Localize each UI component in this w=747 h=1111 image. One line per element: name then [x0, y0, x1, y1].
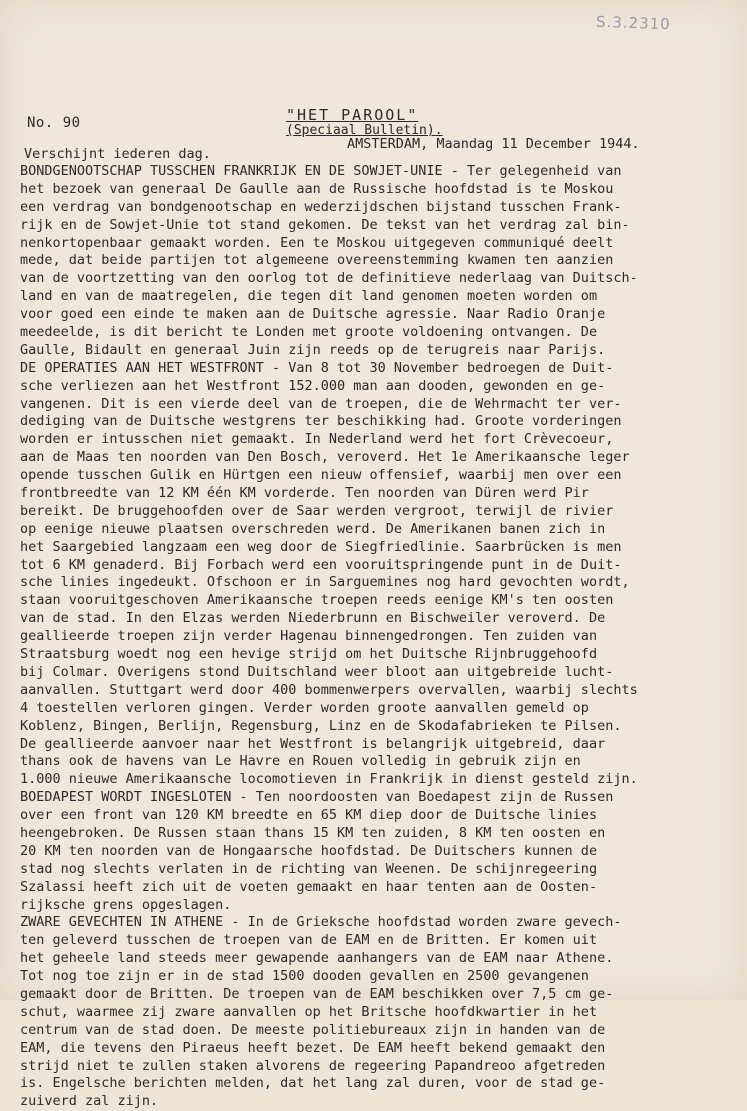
body-line: is. Engelsche berichten melden, dat het lang zal duren, voor de stad ge-: [20, 1075, 606, 1092]
publication-frequency: Verschijnt iederen dag.: [24, 146, 211, 162]
body-line: aanvallen. Stuttgart werd door 400 bommenwerpers overvallen, waarbij slechts: [20, 681, 638, 698]
archive-reference-mark: S.3.2310: [595, 12, 672, 34]
body-line: vangenen. Dit is een vierde deel van de troepen, die de Wehrmacht ter ver-: [20, 395, 622, 412]
body-line: over een front van 120 KM breedte en 65 KM diep door de Duitsche linies: [20, 807, 598, 824]
body-line: De geallieerde aanvoer naar het Westfront is belangrijk uitgebreid, daar: [20, 735, 606, 752]
body-line: ZWARE GEVECHTEN IN ATHENE - In de Grieksche hoofdstad worden zware gevech-: [20, 914, 622, 931]
dateline: AMSTERDAM, Maandag 11 December 1944.: [347, 136, 640, 152]
body-line: het geheele land steeds meer gewapende aanhangers van de EAM naar Athene.: [20, 950, 614, 967]
body-line: meedeelde, is dit bericht te Londen met groote voldoening ontvangen. De: [20, 324, 598, 341]
body-line: geallieerde troepen zijn verder Hagenau binnengedrongen. Ten zuiden van: [20, 628, 598, 645]
body-line: op eenige nieuwe plaatsen overschreden werd. De Amerikanen banen zich in: [20, 520, 606, 537]
body-line: worden er intusschen niet gemaakt. In Nederland werd het fort Crèvecoeur,: [20, 431, 614, 448]
body-line: land en van de maatregelen, die tegen dit land genomen moeten worden om: [20, 288, 598, 305]
body-line: rijk en de Sowjet-Unie tot stand gekomen. De tekst van het verdrag zal bin-: [20, 216, 630, 233]
body-line: sche linies ingedeukt. Ofschoon er in Sarguemines nog hard gevochten wordt,: [20, 574, 630, 591]
body-line: bij Colmar. Overigens stond Duitschland weer bloot aan uitgebreide lucht-: [20, 663, 614, 680]
body-line: staan vooruitgeschoven Amerikaansche troepen reeds eenige KM's ten oosten: [20, 592, 614, 609]
body-line: Straatsburg woedt nog een hevige strijd om het Duitsche Rijnbruggehoofd: [20, 646, 598, 663]
body-line: centrum van de stad doen. De meeste politiebureaux zijn in handen van de: [20, 1021, 606, 1038]
body-line: ten geleverd tusschen de troepen van de EAM en de Britten. Er komen uit: [20, 932, 598, 949]
body-line: van de stad. In den Elzas werden Niederbrunn en Bischweiler veroverd. De: [20, 610, 606, 627]
issue-number: No. 90: [27, 115, 81, 131]
body-line: bereikt. De bruggehoofden over de Saar werden vergroot, terwijl de rivier: [20, 502, 614, 519]
body-line: zuiverd zal zijn.: [20, 1093, 159, 1110]
body-line: BOEDAPEST WORDT INGESLOTEN - Ten noordoosten van Boedapest zijn de Russen: [20, 789, 614, 806]
body-line: van de voortzetting van den oorlog tot de definitieve nederlaag van Duitsch-: [20, 270, 638, 287]
body-line: Szalassi heeft zich uit de voeten gemaakt en haar tenten aan de Oosten-: [20, 878, 598, 895]
body-line: het Saargebied langzaam een weg door de Siegfriedlinie. Saarbrücken is men: [20, 538, 622, 555]
body-line: gemaakt door de Britten. De troepen van de EAM beschikken over 7,5 cm ge-: [20, 985, 614, 1002]
body-line: Koblenz, Bingen, Berlijn, Regensburg, Linz en de Skodafabrieken te Pilsen.: [20, 717, 622, 734]
body-line: 1.000 nieuwe Amerikaansche locomotieven in Frankrijk in dienst gesteld zijn.: [20, 771, 638, 788]
body-line: strijd niet te zullen staken alvorens de regeering Papandreoo afgetreden: [20, 1057, 606, 1074]
body-line: stad nog slechts verlaten in de richting van Weenen. De schijnregeering: [20, 860, 598, 877]
bulletin-body: [20, 163, 740, 1111]
body-line: 4 toestellen verloren gingen. Verder worden groote aanvallen gemeld op: [20, 699, 589, 716]
body-line: aan de Maas ten noorden van Den Bosch, veroverd. Het 1e Amerikaansche leger: [20, 449, 630, 466]
newspaper-subtitle: (Speciaal Bulletin).: [286, 123, 443, 138]
newspaper-title: "HET PAROOL": [286, 106, 419, 124]
body-line: BONDGENOOTSCHAP TUSSCHEN FRANKRIJK EN DE SOWJET-UNIE - Ter gelegenheid van: [20, 163, 622, 179]
body-line: heengebroken. De Russen staan thans 15 KM ten zuiden, 8 KM ten oosten en: [20, 824, 606, 841]
body-line: het bezoek van generaal De Gaulle aan de Russische hoofdstad is te Moskou: [20, 180, 614, 197]
body-line: 20 KM ten noorden van de Hongaarsche hoofdstad. De Duitschers kunnen de: [20, 842, 598, 859]
body-line: mede, dat beide partijen tot algemeene overeenstemming kwamen ten aanzien: [20, 252, 614, 269]
body-line: schut, waarmee zij zware aanvallen op het Britsche hoofdkwartier in het: [20, 1003, 598, 1020]
body-line: opende tusschen Gulik en Hürtgen een nieuw offensief, waarbij men over een: [20, 467, 622, 484]
body-line: thans ook de havens van Le Havre en Rouen volledig in gebruik zijn en: [20, 753, 581, 770]
body-line: dediging van de Duitsche westgrens ter beschikking had. Groote vorderingen: [20, 413, 622, 430]
body-line: een verdrag van bondgenootschap en wederzijdschen bijstand tusschen Frank-: [20, 198, 622, 215]
body-line: sche verliezen aan het Westfront 152.000 man aan dooden, gewonden en ge-: [20, 377, 606, 394]
body-line: DE OPERATIES AAN HET WESTFRONT - Van 8 tot 30 November bedroegen de Duit-: [20, 359, 614, 376]
body-line: EAM, die tevens den Piraeus heeft bezet. De EAM heeft bekend gemaakt den: [20, 1039, 606, 1056]
body-line: Gaulle, Bidault en generaal Juin zijn reeds op de terugreis naar Parijs.: [20, 341, 606, 358]
body-line: frontbreedte van 12 KM één KM vorderde. Ten noorden van Düren werd Pir: [20, 485, 589, 502]
body-line: tot 6 KM genaderd. Bij Forbach werd een vooruitspringende punt in de Duit-: [20, 556, 622, 573]
body-line: voor goed een einde te maken aan de Duitsche agressie. Naar Radio Oranje: [20, 306, 606, 323]
body-line: Tot nog toe zijn er in de stad 1500 dooden gevallen en 2500 gevangenen: [20, 968, 589, 985]
body-line: nenkortopenbaar gemaakt worden. Een te Moskou uitgegeven communiqué deelt: [20, 234, 614, 251]
body-line: rijksche grens opgeslagen.: [20, 896, 232, 913]
